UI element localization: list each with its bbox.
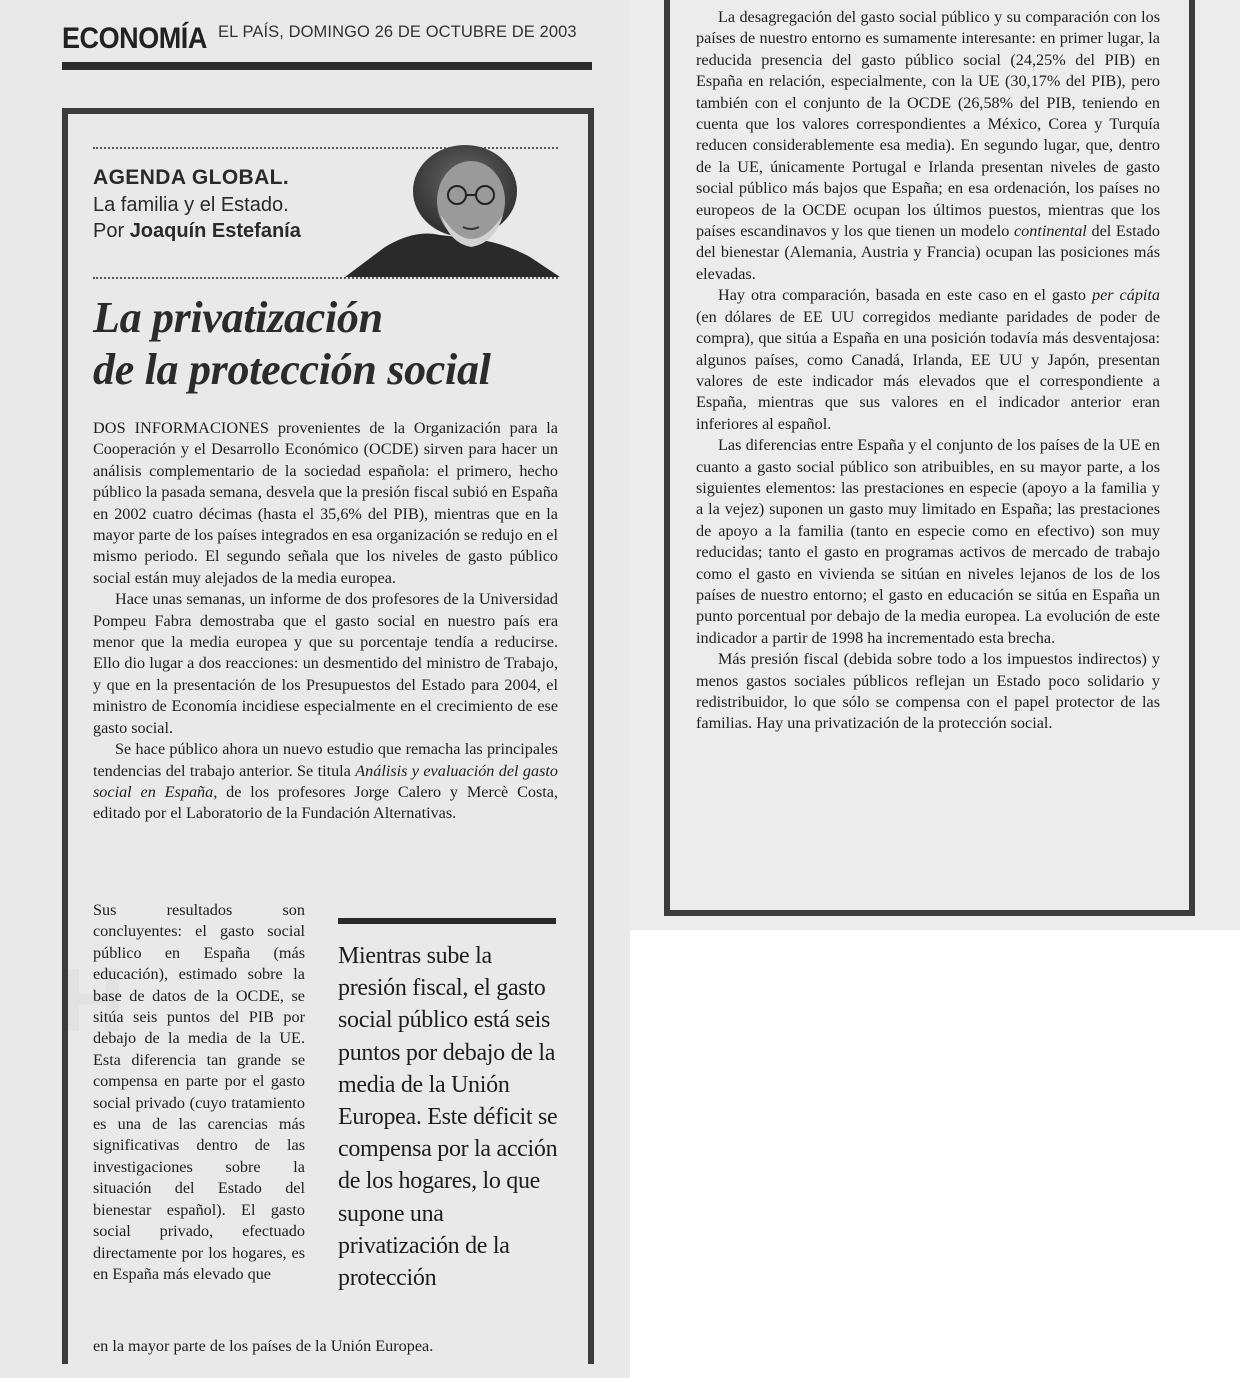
pullquote: Mientras sube la presión fiscal, el gasto social público está seis puntos por debajo de la media de la Unión Europea. Este déficit se compensa por la acción de los hogares, lo que supone una privatización de la protección [338,943,558,1292]
body-column-1-last-line [93,1336,558,1357]
paragraph-1 [93,418,558,589]
headline-line-2: de la protección social [93,345,491,394]
paragraph-3-continued: Sus resultados son concluyentes: el gasto social público en España (más educación), estimado sobre la base de datos de la OCDE, se sitúa seis puntos del PIB por debajo de la media de la UE. Esta diferencia tan grande se compensa en parte por el gasto social privado (cuyo tratamiento es una de las carencias más significativas dentro de las investigaciones sobre la situación del Estado del bienestar español). El gasto social privado, efectuado directamente por los hogares, es en España más elevado que [93,901,305,1283]
paragraph-5-text-b: (en dólares de EE UU corregidos mediante paridades de poder de compra), que sitúa a España en una posición todavía más desventajosa: algunos países, como Canadá, Irlanda, EE UU y Japón, presentan valores de este indicador más elevados que el correspondiente a España, mientras que sus valores en el indicador anterior eran inferiores al español. [696,307,1160,433]
paragraph-5-text-a: Hay otra comparación, basada en este caso en el gasto [718,286,1092,305]
paragraph-3 [93,739,558,825]
study-title: Análisis y evaluación del gasto social en España, [93,761,558,801]
author-name: Joaquín Estefanía [129,220,301,242]
paragraph-3-last-line: en la mayor parte de los países de la Unión Europea. [93,1337,434,1355]
pullquote-rule [338,918,556,924]
paragraph-3-text-b: de los profesores Jorge Calero y Mercè Costa, editado por el Laboratorio de la Fundación Alternativas. [93,782,558,823]
column-kicker: AGENDA GLOBAL. [93,166,290,189]
paragraph-2: Hace unas semanas, un informe de dos profesores de la Universidad Pompeu Fabra demostraba que el gasto social en nuestro país era menor que la media europea y que su porcentaje tendía a reducirse. Ello dio lugar a dos reacciones: un desmentido del ministro de Trabajo, y que en la presentación de los Presupuestos del Estado para 2004, el ministro de Economía incidiese especialmente en el crecimiento de ese gasto social. [93,590,558,737]
dateline: EL PAÍS, DOMINGO 26 DE OCTUBRE DE 2003 [218,23,577,41]
paragraph-7: Más presión fiscal (debida sobre todo a los impuestos indirectos) y menos gastos sociales públicos reflejan un Estado poco solidario y redistribuidor, lo que sólo se compensa con el papel protector de las familias. Hay una privatización de la protección social. [696,650,1160,733]
paragraph-5-italic: per cápita [1091,286,1161,305]
paragraph-1-text: provenientes de la Organización para la Cooperación y el Desarrollo Económico (OCDE) sirven para hacer un análisis complementario de la sociedad española: el primero, hecho público la pasada semana, desvela que la presión fiscal subió en España en 2002 cuatro décimas (hasta el 35,6% del PIB), mientras que en la mayor parte de los países integrados en esa organización se redujo en el mismo periodo. El segundo señala que los niveles de gasto público social están muy alejados de la media europea. [93,419,558,587]
header-rule [62,62,592,70]
paragraph-4-text-b: del Estado del bienestar (Alemania, Austria y Francia) ocupan las posiciones más elevadas. [696,222,1160,283]
column-topic: La familia y el Estado. [93,194,289,216]
body-column-1-narrow [93,900,305,1285]
page-header [62,18,592,72]
paragraph-3-text-a: Se hace público ahora un nuevo estudio que remacha las principales tendencias del trabajo anterior. Se titula [93,740,558,780]
paragraph-4-text-a: La desagregación del gasto social público y su comparación con los países de nuestro entorno es sumamente interesante: en primer lugar, la reducida presencia del gasto público social (24,25% del PIB) en España en relación, especialmente, con la UE (30,17% del PIB), pero también con el conjunto de la OCDE (26,58% del PIB, teniendo en cuenta que los valores correspondientes a México, Corea y Turquía reducen considerablemente esa media). En segundo lugar, que, dentro de la UE, únicamente Portugal e Irlanda presentan niveles de gasto social público más bajos que España; en esa ordenación, los países no europeos de la OCDE ocupan los últimos puestos, mientras que los países escandinavos y los que tienen un modelo [696,8,1160,241]
headline-line-1: La privatización [93,293,383,342]
bleed-through: H [60,951,125,1051]
paragraph-6: Las diferencias entre España y el conjunto de los países de la UE en cuanto a gasto social público son atribuibles, en su mayor parte, a los siguientes elementos: las prestaciones en especie (apoyo a la familia y a la vejez) suponen un gasto muy limitado en España; las prestaciones de apoyo a la familia (tanto en especie como en efectivo) son muy reducidas; tanto el gasto en programas activos de mercado de trabajo como el gasto en vivienda se sitúan en niveles lejanos de los de los países de nuestro entorno; el gasto en educación se sitúa en España un punto porcentual por debajo de la media europea. La evolución de este indicador a partir de 1998 ha incrementado esta brecha. [696,436,1160,647]
paragraph-5 [696,285,1160,435]
headline [93,292,573,396]
author-portrait [345,143,560,277]
byline [93,220,301,243]
byline-prefix: Por [93,220,125,242]
paragraph-4-italic: continental [1013,222,1087,241]
lead-in: DOS INFORMACIONES [93,419,270,437]
body-column-1 [93,418,558,825]
section-name: ECONOMÍA [62,22,207,55]
dotted-rule-bottom [93,277,558,279]
paragraph-4 [696,7,1160,285]
body-column-2 [696,7,1160,735]
